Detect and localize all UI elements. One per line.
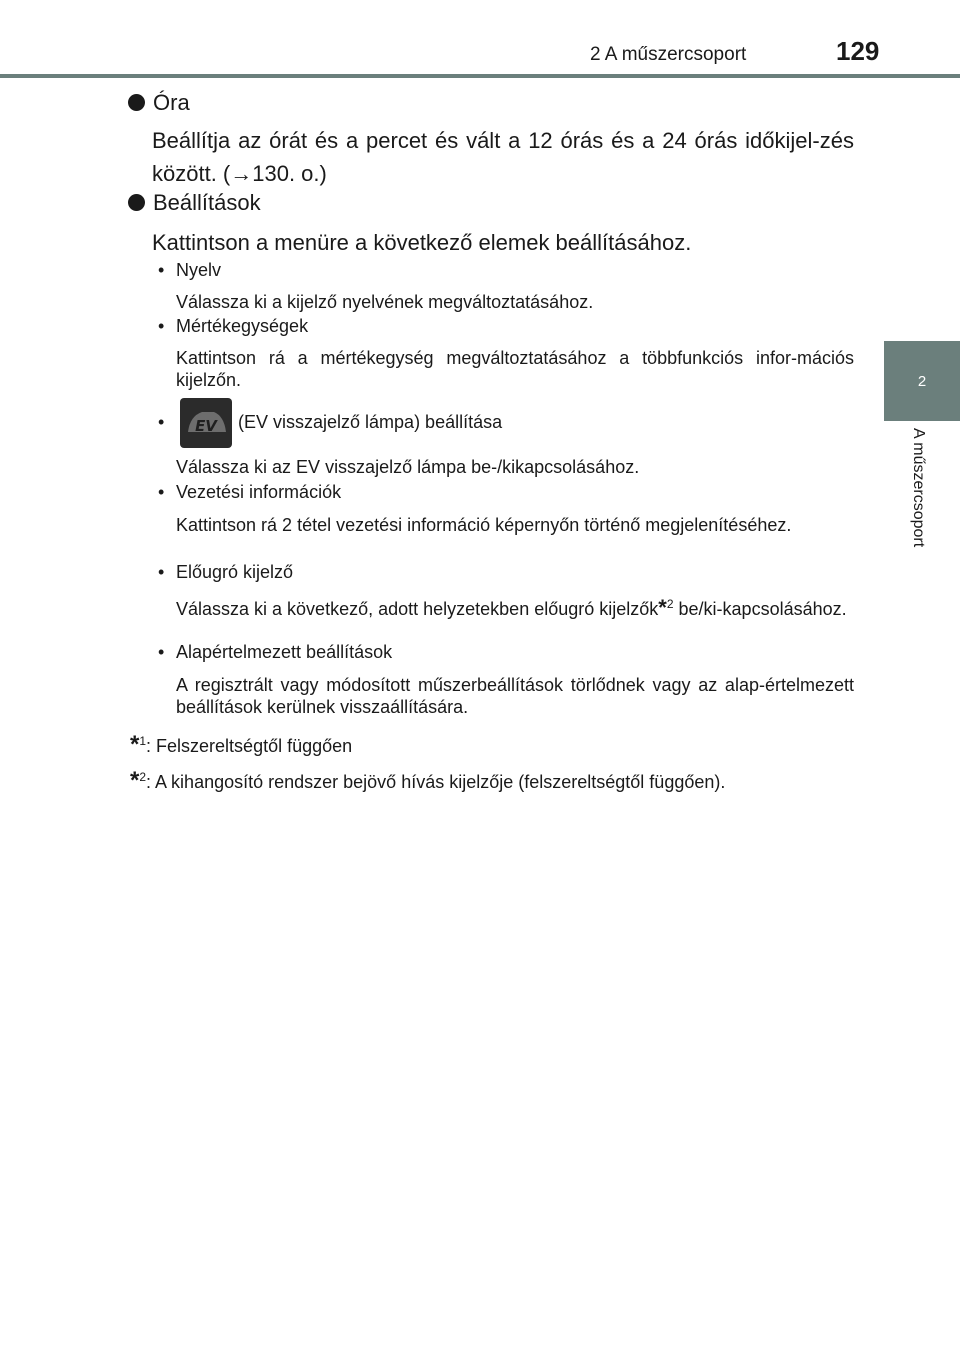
ora-paragraph: Beállítja az órát és a percet és vált a 12 órás és a 24 órás időkijel-zés között. (→130. o.) bbox=[152, 128, 854, 186]
chapter-number: 2 bbox=[917, 372, 927, 390]
beallitasok-paragraph: Kattintson a menüre a következő elemek beállításához. bbox=[152, 230, 692, 255]
ora-title: Óra bbox=[153, 90, 190, 115]
item-nyelv-text: Válassza ki a kijelző nyelvének megváltoztatásához. bbox=[176, 292, 594, 312]
ora-heading bbox=[128, 89, 190, 117]
footnote-1: *$^1$: Felszereltségtől függően bbox=[130, 731, 353, 758]
item-nyelv-title: • Nyelv bbox=[158, 260, 222, 280]
item-mertekegysegek-text: Kattintson rá a mértékegység megváltoztatásához a többfunkciós infor-mációs kijelzőn. bbox=[176, 348, 854, 390]
item-vezetesi-title: • Vezetési információk bbox=[158, 482, 342, 502]
footnote-marker: * bbox=[658, 595, 667, 620]
beallitasok-heading bbox=[128, 189, 261, 217]
footnote-2: *$^2$: A kihangosító rendszer bejövő hívás kijelzője (felszereltségtől függően). bbox=[130, 767, 726, 794]
bullet-dot-icon bbox=[128, 194, 145, 211]
ev-indicator-icon bbox=[180, 398, 232, 448]
item-alapertelmezett-title: • Alapértelmezett beállítások bbox=[158, 642, 393, 662]
item-elougro-title: • Előugró kijelző bbox=[158, 562, 294, 582]
chapter-label: A műszercsoport bbox=[910, 428, 927, 548]
chapter-tab bbox=[884, 341, 960, 421]
item-ev-text: Válassza ki az EV visszajelző lámpa be-/kikapcsolásához. bbox=[176, 457, 640, 477]
item-ev-title: • EV (EV visszajelző lámpa) beállítása bbox=[158, 398, 502, 448]
beallitasok-title: Beállítások bbox=[153, 190, 261, 215]
svg-text:EV: EV bbox=[195, 417, 217, 435]
item-alapertelmezett-text: A regisztrált vagy módosított műszerbeállítások törlődnek vagy az alap-értelmezett beállítások kerülnek visszaállítására. bbox=[176, 675, 854, 717]
header-rule bbox=[0, 74, 960, 78]
header-section-title: 2 A műszercsoport bbox=[590, 44, 747, 65]
bullet-dot-icon bbox=[128, 94, 145, 111]
item-vezetesi-text: Kattintson rá 2 tétel vezetési információ képernyőn történő megjelenítéséhez. bbox=[176, 515, 792, 535]
page-number: 129 bbox=[836, 36, 880, 66]
item-elougro-text: Válassza ki a következő, adott helyzetekben előugró kijelzők*$^2$ be/ki-kapcsolásához. bbox=[176, 595, 847, 620]
item-mertekegysegek-title: • Mértékegységek bbox=[158, 316, 309, 336]
